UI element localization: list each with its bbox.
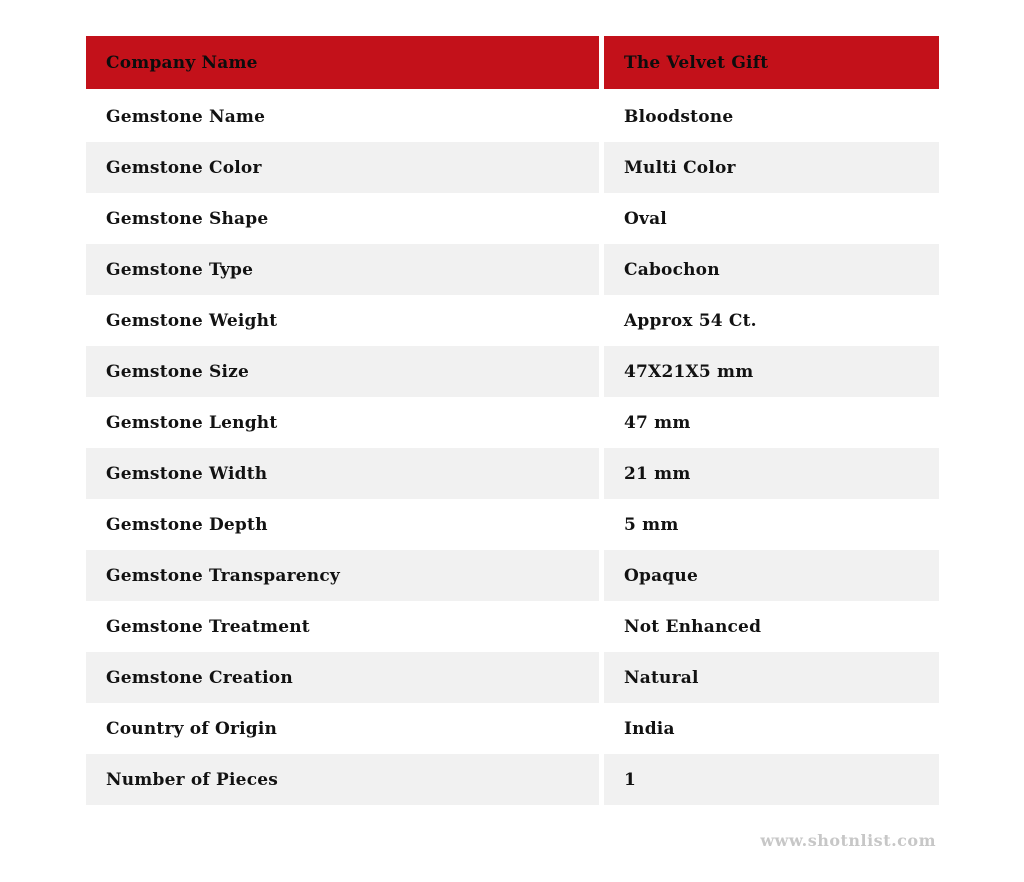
attribute-value: 47 mm	[604, 397, 939, 448]
attribute-value: Bloodstone	[604, 91, 939, 142]
table-row	[86, 346, 939, 397]
attribute-label: Gemstone Name	[86, 91, 599, 142]
attribute-value: Not Enhanced	[604, 601, 939, 652]
table-row	[86, 499, 939, 550]
table-row	[86, 244, 939, 295]
site-watermark: www.shotnlist.com	[760, 831, 936, 850]
table-header-row	[86, 36, 939, 89]
attribute-value: 21 mm	[604, 448, 939, 499]
attribute-value: 47X21X5 mm	[604, 346, 939, 397]
table-row	[86, 193, 939, 244]
attribute-label: Country of Origin	[86, 703, 599, 754]
attribute-value: Cabochon	[604, 244, 939, 295]
table-row	[86, 652, 939, 703]
attribute-label: Number of Pieces	[86, 754, 599, 805]
attribute-value: Oval	[604, 193, 939, 244]
gemstone-spec-table	[86, 36, 939, 805]
attribute-label: Gemstone Lenght	[86, 397, 599, 448]
header-value-cell: The Velvet Gift	[604, 36, 939, 89]
table-row	[86, 754, 939, 805]
table-row	[86, 448, 939, 499]
attribute-label: Gemstone Depth	[86, 499, 599, 550]
table-row	[86, 295, 939, 346]
attribute-value: Opaque	[604, 550, 939, 601]
table-row	[86, 397, 939, 448]
attribute-label: Gemstone Weight	[86, 295, 599, 346]
attribute-value: Approx 54 Ct.	[604, 295, 939, 346]
attribute-label: Gemstone Type	[86, 244, 599, 295]
table-row	[86, 703, 939, 754]
attribute-label: Gemstone Size	[86, 346, 599, 397]
table-row	[86, 601, 939, 652]
attribute-label: Gemstone Color	[86, 142, 599, 193]
attribute-value: Natural	[604, 652, 939, 703]
attribute-label: Gemstone Width	[86, 448, 599, 499]
attribute-value: Multi Color	[604, 142, 939, 193]
attribute-label: Gemstone Treatment	[86, 601, 599, 652]
table-row	[86, 142, 939, 193]
attribute-value: India	[604, 703, 939, 754]
table-row	[86, 550, 939, 601]
attribute-value: 1	[604, 754, 939, 805]
attribute-label: Gemstone Transparency	[86, 550, 599, 601]
table-row	[86, 91, 939, 142]
attribute-label: Gemstone Creation	[86, 652, 599, 703]
attribute-value: 5 mm	[604, 499, 939, 550]
header-label-cell: Company Name	[86, 36, 599, 89]
attribute-label: Gemstone Shape	[86, 193, 599, 244]
